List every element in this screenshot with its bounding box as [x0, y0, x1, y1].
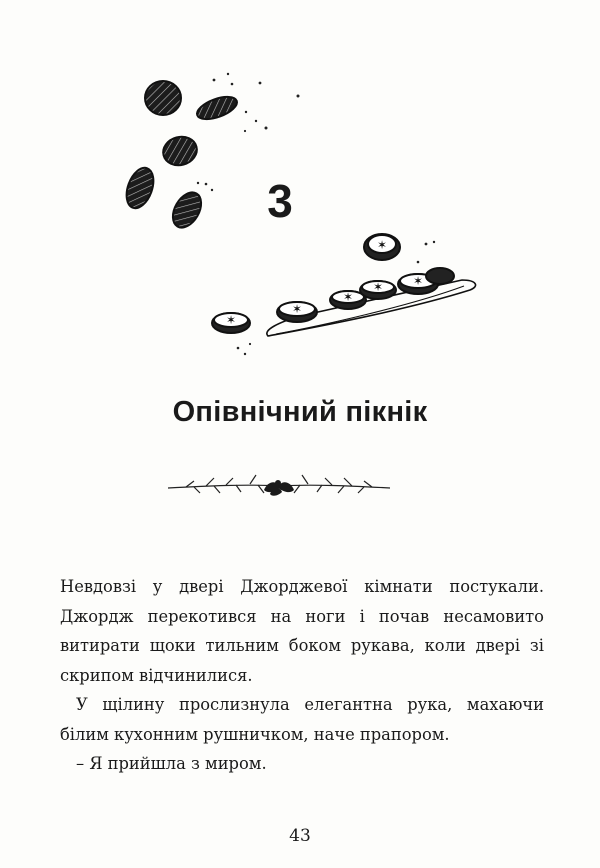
svg-text:✶: ✶ [342, 290, 354, 304]
paragraph-3: – Я прийшла з миром. [76, 754, 267, 773]
svg-text:✶: ✶ [376, 238, 388, 252]
paragraph-2: У щілину прослизнула елегантна рука, махаючи білим кухонним рушничком, наче прапором. [60, 695, 544, 744]
svg-text:✶: ✶ [291, 302, 303, 316]
chapter-text [60, 572, 544, 779]
paragraph-1: Невдовзі у двері Джорджевої кімнати постукали. Джордж перекотився на ноги і почав несамовито витирати щоки тильним боком рукава, коли двері зі скрипом відчинилися. [60, 577, 544, 685]
svg-text:✶: ✶ [225, 313, 237, 327]
chapter-number: 3 [267, 175, 293, 227]
svg-text:✶: ✶ [412, 274, 424, 288]
holly-garland-icon [166, 466, 392, 506]
page-number: 43 [289, 826, 311, 846]
svg-text:✶: ✶ [372, 280, 384, 294]
chapter-title: Опівнічний пікнік [172, 396, 428, 428]
